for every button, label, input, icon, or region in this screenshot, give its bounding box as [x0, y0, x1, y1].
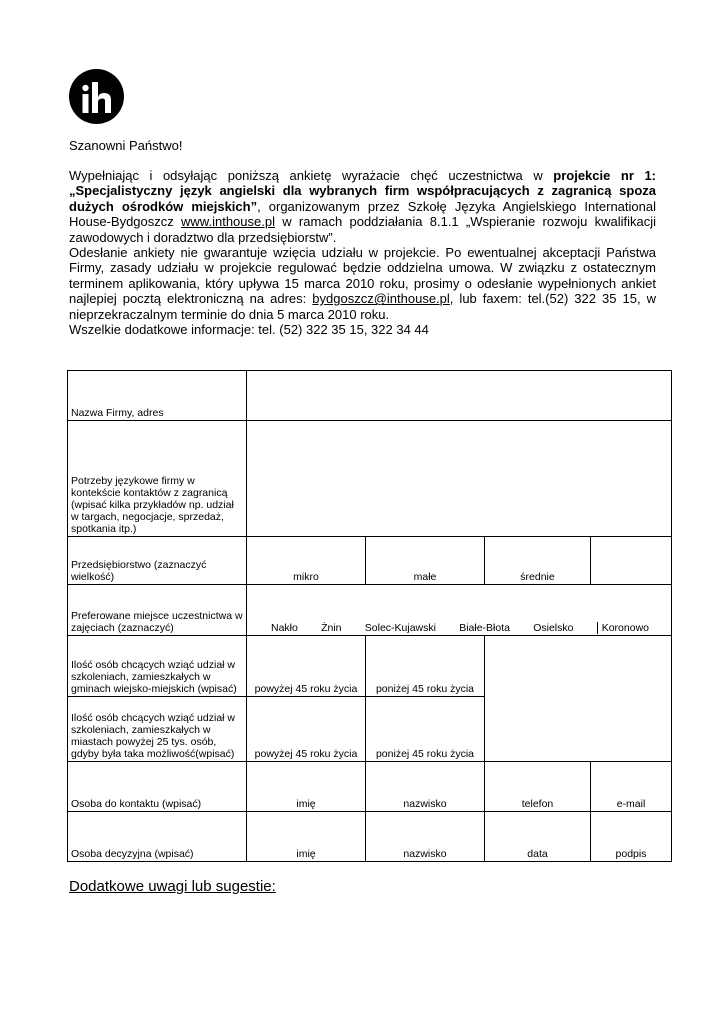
- rural-label: Ilość osób chcących wziąć udział w szkoleniach, zamieszkałych w gminach wiejsko-miejskich (wpisać): [68, 636, 247, 697]
- project-title: projekcie nr 1: „Specjalistyczny język angielski dla wybranych firm współpracujących z zagranicą spoza dużych ośrodków miejskich”: [69, 168, 656, 214]
- rural-blank-cell: [485, 636, 672, 697]
- ih-logo-mark: [69, 69, 124, 124]
- urban-over-45[interactable]: powyżej 45 roku życia: [247, 697, 366, 762]
- decision-date[interactable]: data: [485, 812, 591, 862]
- needs-label: Potrzeby językowe firmy w kontekście kontaktów z zagranicą (wpisać kilka przykładów np. udział w targach, negocjacje, sprzedaż, spotkania itp.): [68, 421, 247, 537]
- place-option-znin[interactable]: Żnin: [321, 622, 342, 634]
- place-option-biale-blota[interactable]: Białe-Błota: [459, 622, 510, 634]
- place-label: Preferowane miejsce uczestnictwa w zajęciach (zaznaczyć): [68, 585, 247, 636]
- size-option-male[interactable]: małe: [366, 537, 485, 585]
- place-option-naklo[interactable]: Nakło: [271, 622, 298, 634]
- website-link[interactable]: www.inthouse.pl: [181, 214, 275, 230]
- decision-signature[interactable]: podpis: [591, 812, 672, 862]
- size-row: [68, 537, 672, 585]
- application-paragraph: [69, 245, 656, 322]
- urban-blank-cell: [485, 697, 672, 762]
- place-option-osielsko[interactable]: Osielsko: [533, 622, 574, 634]
- urban-label: Ilość osób chcących wziąć udział w szkoleniach, zamieszkałych w miastach powyżej 25 tys. osób, gdyby była taka możliwość(wpisać): [68, 697, 247, 762]
- contact-row: [68, 762, 672, 812]
- urban-row: [68, 697, 672, 762]
- place-option-solec-kujawski[interactable]: Solec-Kujawski: [364, 622, 436, 634]
- contact-label: Osoba do kontaktu (wpisać): [68, 762, 247, 812]
- size-option-srednie[interactable]: średnie: [485, 537, 591, 585]
- text-fragment: Odesłanie ankiety nie gwarantuje wzięcia udziału w projekcie. Po ewentualnej akceptacji Państwa Firmy, zasady udziału w projekcie regulować będzie oddzielna umowa. W związku z ostatecznym terminem aplikowania, który upływa 15 marca 2010 roku, prosimy o odesłanie wypełnionych ankiet najlepiej pocztą elektroniczną na adres:: [69, 245, 656, 307]
- needs-input[interactable]: [247, 421, 672, 537]
- email-link[interactable]: bydgoszcz@inthouse.pl: [312, 291, 450, 307]
- contact-email[interactable]: e-mail: [591, 762, 672, 812]
- letter-body: [69, 168, 656, 337]
- company-row: [68, 371, 672, 421]
- text-fragment: , lub faxem: tel.(52) 322 35 15, w nieprzekraczalnym terminie do dnia 5 marca 2010 roku.: [69, 291, 656, 322]
- contact-phone[interactable]: telefon: [485, 762, 591, 812]
- greeting: Szanowni Państwo!: [69, 138, 183, 153]
- needs-row: [68, 421, 672, 537]
- text-fragment: , organizowanym przez Szkołę Języka Angielskiego International House-Bydgoszcz: [69, 198, 656, 230]
- contact-info: Wszelkie dodatkowe informacje: tel. (52) 322 35 15, 322 34 44: [69, 322, 429, 338]
- ih-logo: [69, 69, 124, 124]
- place-option-koronowo[interactable]: Koronowo: [597, 622, 649, 634]
- rural-under-45[interactable]: poniżej 45 roku życia: [366, 636, 485, 697]
- rural-row: [68, 636, 672, 697]
- contact-last-name[interactable]: nazwisko: [366, 762, 485, 812]
- survey-form-table: [67, 370, 672, 862]
- place-row: [68, 585, 672, 636]
- company-input[interactable]: [247, 371, 672, 421]
- decision-last-name[interactable]: nazwisko: [366, 812, 485, 862]
- place-options: [247, 585, 672, 636]
- urban-under-45[interactable]: poniżej 45 roku życia: [366, 697, 485, 762]
- text-fragment: w ramach poddziałania 8.1.1 „Wspieranie rozwoju kwalifikacji zawodowych i doradztwo dla przedsiębiorstw”.: [69, 214, 656, 245]
- remarks-heading: Dodatkowe uwagi lub sugestie:: [69, 878, 276, 895]
- text-fragment: Wypełniając i odsyłając poniższą ankietę wyrażacie chęć uczestnictwa w: [69, 168, 554, 183]
- company-label: Nazwa Firmy, adres: [68, 371, 247, 421]
- decision-row: [68, 812, 672, 862]
- rural-over-45[interactable]: powyżej 45 roku życia: [247, 636, 366, 697]
- size-option-mikro[interactable]: mikro: [247, 537, 366, 585]
- decision-label: Osoba decyzyjna (wpisać): [68, 812, 247, 862]
- size-label: Przedsiębiorstwo (zaznaczyć wielkość): [68, 537, 247, 585]
- size-blank-cell: [591, 537, 672, 585]
- project-paragraph: [69, 168, 656, 245]
- decision-first-name[interactable]: imię: [247, 812, 366, 862]
- contact-first-name[interactable]: imię: [247, 762, 366, 812]
